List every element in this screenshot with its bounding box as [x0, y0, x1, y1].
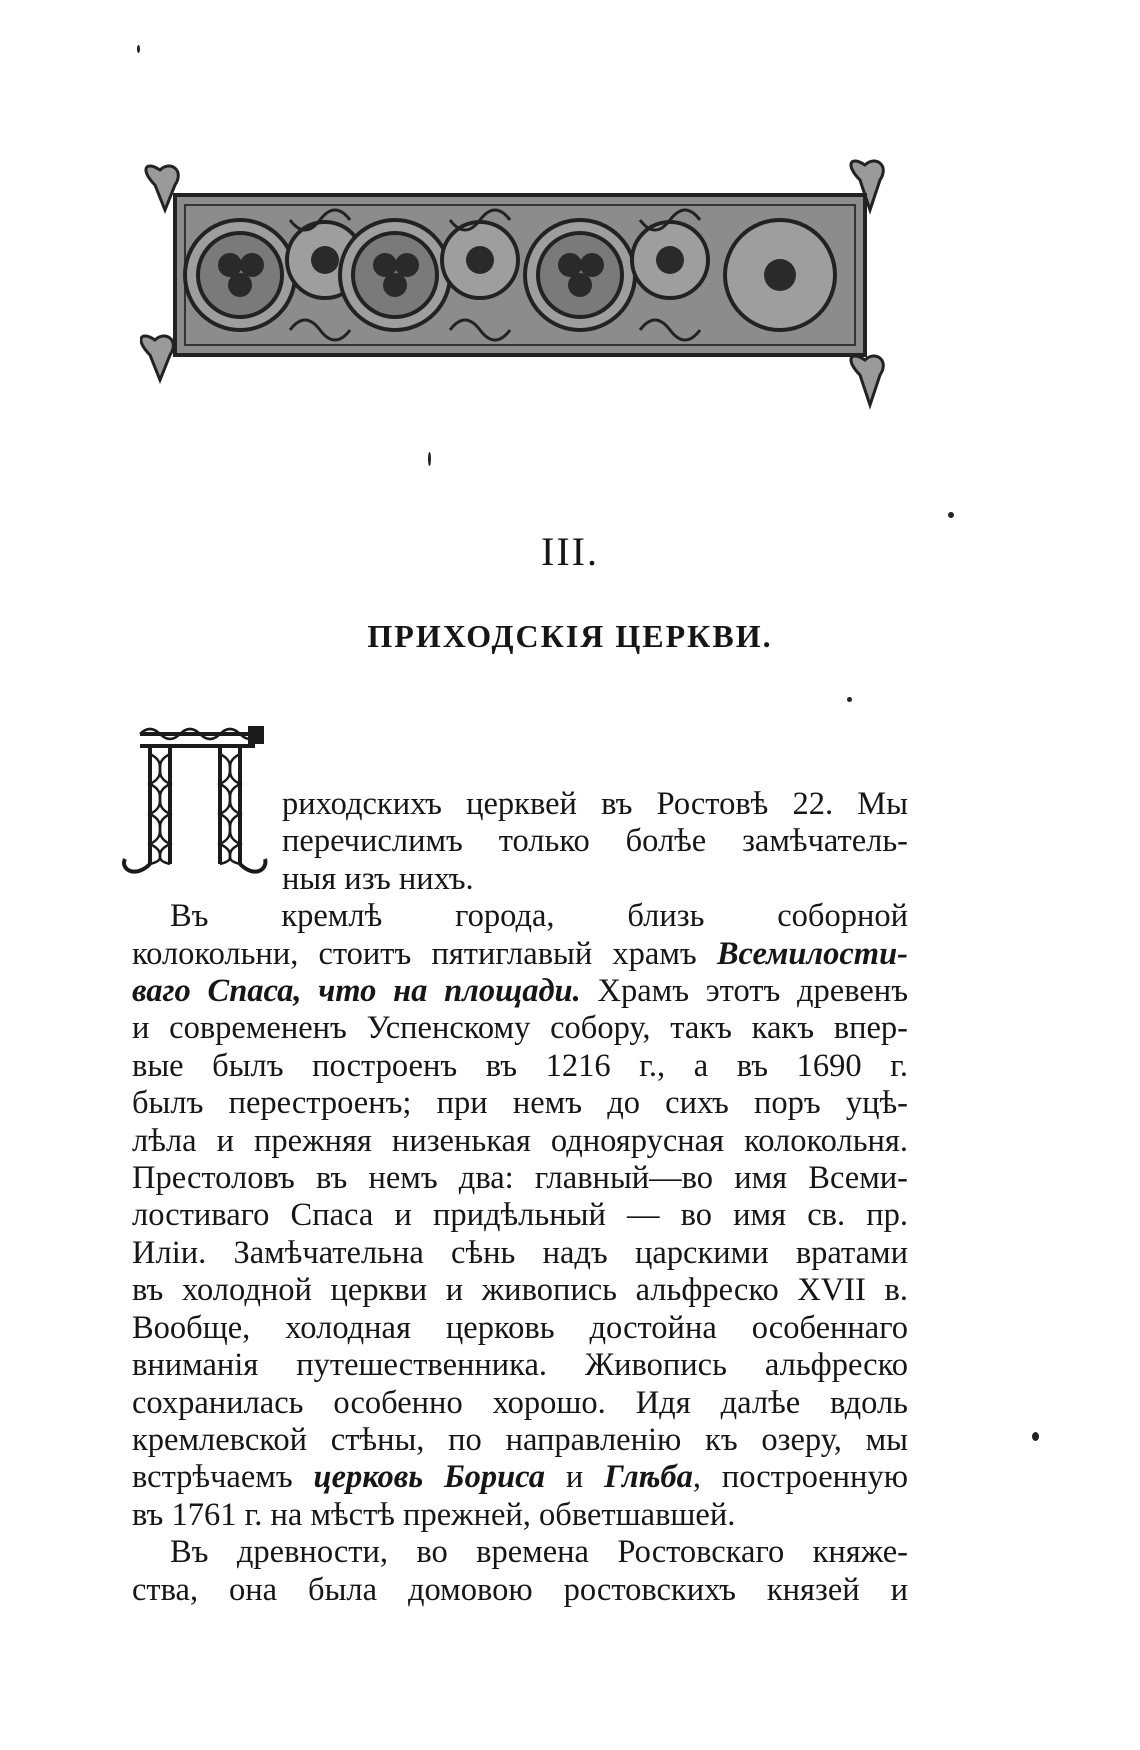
text-lines	[132, 786, 908, 1609]
text-line	[132, 1197, 908, 1234]
text-span: лѣла и прежняя низенькая одноярусная колокольня.	[132, 1122, 908, 1159]
chapter-number: III.	[541, 529, 599, 574]
text-line	[132, 1048, 908, 1085]
text-span: былъ перестроенъ; при немъ до сихъ поръ уцѣ-	[132, 1085, 908, 1122]
text-span: лостиваго Спаса и придѣльный — во имя св. пр.	[132, 1197, 908, 1234]
text-span: вниманія путешественника. Живопись альфреско	[132, 1347, 908, 1384]
text-span: риходскихъ церквей въ Ростовѣ 22. Мы	[282, 786, 908, 822]
text-span: въ холодной церкви и живопись альфреско XVII в.	[132, 1272, 908, 1309]
text-line	[132, 1235, 908, 1272]
text-span: и	[545, 1459, 605, 1496]
text-line	[132, 936, 908, 973]
text-span: встрѣчаемъ	[132, 1459, 314, 1496]
text-span: въ 1761 г. на мѣстѣ прежней, обветшавшей.	[132, 1496, 736, 1533]
text-span: кремлевской стѣны, по направленію къ озеру, мы	[132, 1421, 908, 1458]
italic-span: ваго Спаса, что на площади.	[132, 973, 581, 1010]
header-ornament	[140, 150, 900, 420]
text-line	[132, 1572, 908, 1609]
text-span: колокольни, стоитъ пятиглавый храмъ	[132, 935, 717, 972]
text-line	[132, 1085, 908, 1122]
text-line	[132, 1497, 908, 1534]
text-line	[132, 1010, 908, 1047]
text-span: Иліи. Замѣчательна сѣнь надъ царскими вратами	[132, 1234, 908, 1271]
italic-span: церковь Бориса	[313, 1459, 546, 1496]
drop-cap	[120, 724, 270, 884]
speck	[428, 452, 431, 466]
text-span: Въ древности, во времена Ростовскаго княже-	[170, 1534, 908, 1571]
chapter-title: ПРИХОДСКІЯ ЦЕРКВИ.	[367, 618, 773, 654]
text-span: Престоловъ въ немъ два: главный—во имя Всеми-	[132, 1160, 908, 1197]
italic-span: Всемилости-	[716, 935, 908, 972]
text-span: и современенъ Успенскому собору, такъ какъ впер-	[132, 1010, 908, 1047]
text-line	[132, 973, 908, 1010]
text-span: Вообще, холодная церковь достойна особеннаго	[132, 1309, 908, 1346]
text-line	[132, 898, 908, 935]
text-line	[132, 1422, 908, 1459]
text-line	[132, 1459, 908, 1496]
text-span: ныя изъ нихъ.	[282, 860, 474, 897]
speck	[847, 697, 852, 702]
text-span: , построенную	[692, 1459, 908, 1496]
drop-cap-text: П	[191, 816, 199, 827]
text-span: ства, она была домовою ростовскихъ князей и	[132, 1571, 908, 1608]
text-line	[132, 1534, 908, 1571]
text-span: перечислимъ только болѣе замѣчатель-	[282, 823, 908, 860]
body-text	[132, 724, 908, 1609]
text-span: Храмъ этотъ древенъ	[580, 973, 909, 1010]
text-span: Въ кремлѣ города, близь соборной	[170, 898, 908, 935]
text-line	[132, 1385, 908, 1422]
drop-cap-letter-graphic	[120, 724, 270, 884]
text-line	[132, 1347, 908, 1384]
text-line	[132, 1310, 908, 1347]
text-line	[132, 1272, 908, 1309]
speck	[137, 45, 140, 53]
italic-span: Глѣба	[604, 1459, 693, 1496]
ornament-band-graphic	[140, 150, 900, 420]
speck	[948, 512, 954, 518]
text-line	[132, 1160, 908, 1197]
text-line	[132, 1123, 908, 1160]
speck	[1032, 1432, 1039, 1441]
text-span: сохранилась особенно хорошо. Идя далѣе вдоль	[132, 1384, 908, 1421]
text-span: вые былъ построенъ въ 1216 г., а въ 1690 г.	[132, 1047, 908, 1084]
